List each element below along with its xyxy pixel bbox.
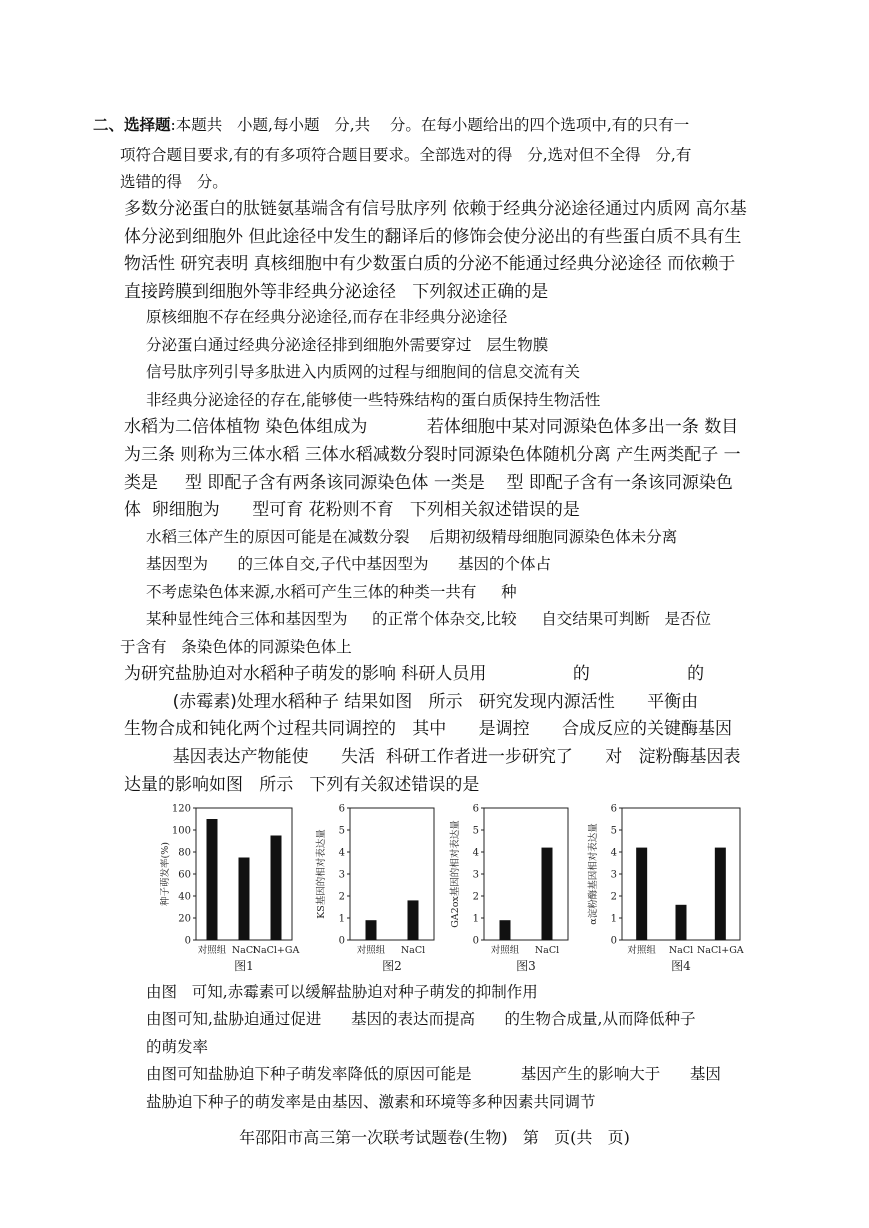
y-tick-label: 1 bbox=[338, 913, 345, 925]
bar bbox=[542, 848, 553, 940]
bar bbox=[636, 848, 647, 940]
y-tick-label: 6 bbox=[338, 803, 345, 815]
bar bbox=[207, 819, 218, 940]
q3-option-b-cont: 的萌发率 bbox=[146, 1038, 209, 1056]
y-tick-label: 0 bbox=[338, 935, 345, 947]
chart-fig2 bbox=[308, 800, 438, 978]
x-tick-label: 对照组 bbox=[490, 945, 520, 956]
chart-caption: 图1 bbox=[234, 959, 254, 973]
q1-option-b: 分泌蛋白通过经典分泌途径排到细胞外需要穿过 层生物膜 bbox=[146, 336, 549, 354]
section-header-line bbox=[93, 118, 689, 134]
x-tick-label: NaCl bbox=[534, 945, 560, 956]
page-footer: 年邵阳市高三第一次联考试题卷(生物) 第 页(共 页) bbox=[239, 1128, 630, 1147]
q1-option-d: 非经典分泌途径的存在,能够使一些特殊结构的蛋白质保持生物活性 bbox=[146, 391, 601, 409]
y-tick-label: 6 bbox=[472, 803, 479, 815]
q1-option-c: 信号肽序列引导多肽进入内质网的过程与细胞间的信息交流有关 bbox=[146, 363, 581, 381]
y-tick-label: 6 bbox=[610, 803, 617, 815]
y-tick-label: 20 bbox=[178, 913, 191, 925]
q3-stem-line: 为研究盐胁迫对水稻种子萌发的影响 科研人员用 的 的 bbox=[124, 664, 705, 684]
x-tick-label: 对照组 bbox=[197, 945, 227, 956]
y-axis-label: KS基因的相对表达量 bbox=[316, 829, 327, 919]
q1-stem-line: 多数分泌蛋白的肽链氨基端含有信号肽序列 依赖于经典分泌途径通过内质网 高尔基 bbox=[124, 199, 747, 219]
y-tick-label: 40 bbox=[178, 891, 191, 903]
y-tick-label: 4 bbox=[472, 847, 479, 859]
chart-fig4 bbox=[578, 800, 748, 978]
chart-fig1 bbox=[160, 800, 300, 978]
y-axis-label: α淀粉酶基因相对表达量 bbox=[588, 823, 599, 925]
section-instructions: :本题共 小题,每小题 分,共 分。在每小题给出的四个选项中,有的只有一 bbox=[170, 116, 690, 134]
y-tick-label: 100 bbox=[171, 825, 191, 837]
q2-option-a: 水稻三体产生的原因可能是在减数分裂 后期初级精母细胞同源染色体未分离 bbox=[146, 528, 678, 546]
y-tick-label: 4 bbox=[610, 847, 617, 859]
q3-stem-line: 基因表达产物能使 失活 科研工作者进一步研究了 对 淀粉酶基因表 bbox=[124, 747, 741, 767]
y-tick-label: 60 bbox=[178, 869, 191, 881]
q1-stem-line: 直接跨膜到细胞外等非经典分泌途径 下列叙述正确的是 bbox=[124, 282, 549, 302]
x-tick-label: NaCl bbox=[400, 945, 426, 956]
y-tick-label: 5 bbox=[338, 825, 345, 837]
x-tick-label: 对照组 bbox=[356, 945, 386, 956]
y-tick-label: 0 bbox=[610, 935, 617, 947]
chart-caption: 图3 bbox=[516, 959, 536, 973]
y-tick-label: 1 bbox=[472, 913, 479, 925]
y-tick-label: 0 bbox=[472, 935, 479, 947]
y-tick-label: 1 bbox=[610, 913, 617, 925]
bar bbox=[408, 900, 419, 940]
bar bbox=[500, 920, 511, 940]
y-tick-label: 3 bbox=[338, 869, 345, 881]
x-tick-label: 对照组 bbox=[627, 945, 656, 956]
figure-charts bbox=[160, 800, 760, 980]
q2-stem-line: 水稻为二倍体植物 染色体组成为 若体细胞中某对同源染色体多出一条 数目 bbox=[124, 417, 739, 437]
chart-caption: 图2 bbox=[382, 959, 402, 973]
bar bbox=[676, 905, 687, 940]
section-heading: 二、选择题 bbox=[93, 116, 171, 134]
q2-option-d-cont: 于含有 条染色体的同源染色体上 bbox=[120, 638, 352, 656]
plot-frame bbox=[350, 808, 434, 940]
section-instructions-line2: 项符合题目要求,有的有多项符合题目要求。全部选对的得 分,选对但不全得 分,有 bbox=[120, 146, 692, 164]
q1-stem-line: 体分泌到细胞外 但此途径中发生的翻译后的修饰会使分泌出的有些蛋白质不具有生 bbox=[124, 227, 742, 247]
bar bbox=[271, 836, 282, 941]
y-tick-label: 4 bbox=[338, 847, 345, 859]
q3-option-d: 盐胁迫下种子的萌发率是由基因、激素和环境等多种因素共同调节 bbox=[146, 1093, 596, 1111]
q3-option-c: 由图可知盐胁迫下种子萌发率降低的原因可能是 基因产生的影响大于 基因 bbox=[146, 1065, 721, 1083]
q2-stem-line: 类是 型 即配子含有两条该同源染色体 一类是 型 即配子含有一条该同源染色 bbox=[124, 473, 733, 493]
bar bbox=[366, 920, 377, 940]
x-tick-label: NaCl+GA bbox=[696, 945, 744, 956]
q3-stem-line: 达量的影响如图 所示 下列有关叙述错误的是 bbox=[124, 775, 480, 795]
y-tick-label: 5 bbox=[472, 825, 479, 837]
section-instructions-line3: 选错的得 分。 bbox=[120, 173, 228, 191]
chart-fig3 bbox=[442, 800, 572, 978]
q2-stem-line: 体 卵细胞为 型可育 花粉则不育 下列相关叙述错误的是 bbox=[124, 500, 580, 520]
y-tick-label: 2 bbox=[338, 891, 345, 903]
y-axis-label: 种子萌发率(%) bbox=[160, 842, 171, 906]
y-tick-label: 2 bbox=[472, 891, 479, 903]
chart-caption: 图4 bbox=[671, 959, 691, 973]
y-tick-label: 120 bbox=[171, 803, 191, 815]
x-tick-label: NaCl bbox=[231, 945, 257, 956]
x-tick-label: NaCl bbox=[668, 945, 694, 956]
q3-option-b: 由图可知,盐胁迫通过促进 基因的表达而提高 的生物合成量,从而降低种子 bbox=[146, 1010, 696, 1028]
bar bbox=[715, 848, 726, 940]
q2-stem-line: 为三条 则称为三体水稻 三体水稻减数分裂时同源染色体随机分离 产生两类配子 一 bbox=[124, 445, 741, 465]
bar bbox=[239, 858, 250, 941]
q3-stem-line: 生物合成和钝化两个过程共同调控的 其中 是调控 合成反应的关键酶基因 bbox=[124, 719, 733, 739]
q1-stem-line: 物活性 研究表明 真核细胞中有少数蛋白质的分泌不能通过经典分泌途径 而依赖于 bbox=[124, 254, 736, 274]
y-axis-label: GA2ox基因的相对表达量 bbox=[450, 820, 461, 928]
x-tick-label: NaCl+GA bbox=[252, 945, 300, 956]
y-tick-label: 3 bbox=[472, 869, 479, 881]
q3-option-a: 由图 可知,赤霉素可以缓解盐胁迫对种子萌发的抑制作用 bbox=[146, 983, 538, 1001]
q3-stem-line: (赤霉素)处理水稻种子 结果如图 所示 研究发现内源活性 平衡由 bbox=[124, 692, 699, 712]
q2-option-d: 某种显性纯合三体和基因型为 的正常个体杂交,比较 自交结果可判断 是否位 bbox=[146, 610, 711, 628]
q2-option-b: 基因型为 的三体自交,子代中基因型为 基因的个体占 bbox=[146, 555, 552, 573]
q1-option-a: 原核细胞不存在经典分泌途径,而存在非经典分泌途径 bbox=[146, 308, 508, 326]
y-tick-label: 2 bbox=[610, 891, 617, 903]
y-tick-label: 3 bbox=[610, 869, 617, 881]
q2-option-c: 不考虑染色体来源,水稻可产生三体的种类一共有 种 bbox=[146, 583, 517, 601]
y-tick-label: 5 bbox=[610, 825, 617, 837]
y-tick-label: 0 bbox=[184, 935, 191, 947]
y-tick-label: 80 bbox=[178, 847, 191, 859]
plot-frame bbox=[484, 808, 568, 940]
